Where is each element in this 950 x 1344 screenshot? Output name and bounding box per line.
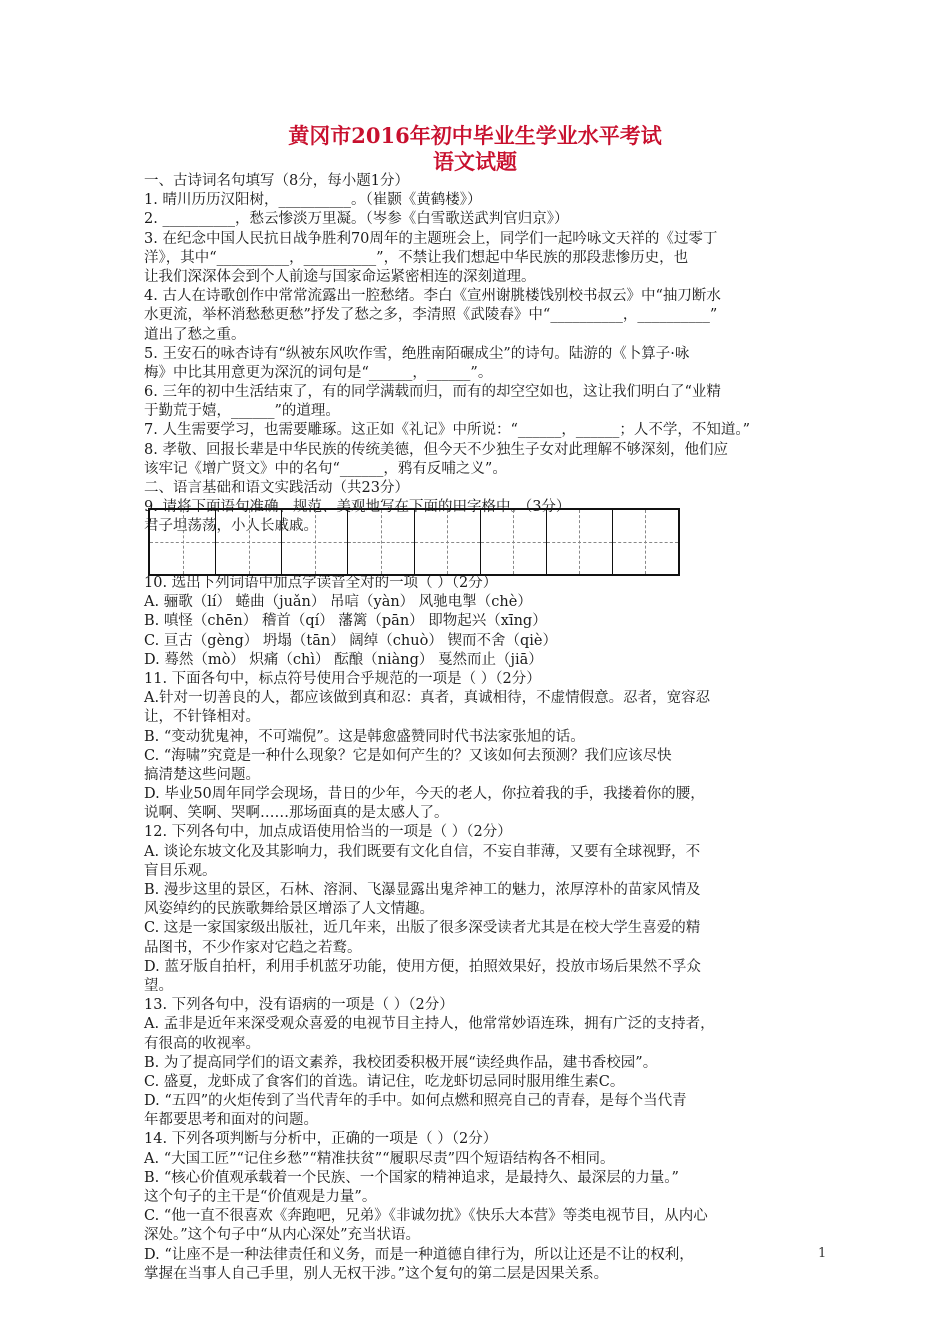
question-line: 道出了愁之重。 xyxy=(144,326,246,343)
grid-cell[interactable] xyxy=(415,510,481,574)
question-line: C. “他一直不很喜欢《奔跑吧，兄弟》《非诚勿扰》《快乐大本营》等类电视节目，从内心 xyxy=(144,1208,708,1225)
writing-grid[interactable] xyxy=(148,508,680,576)
question-line: A. 骊歌（lí） 蜷曲（juǎn） 吊唁（yàn） 风驰电掣（chè） xyxy=(144,594,532,611)
question-line: A.针对一切善良的人，都应该做到真和忍：真者，真诚相待，不虚情假意。忍者，宽容忍 xyxy=(144,690,711,707)
question-line: 4. 古人在诗歌创作中常常流露出一腔愁绪。李白《宣州谢朓楼饯别校书叔云》中“抽刀断水 xyxy=(144,288,721,305)
page-title: 黄冈市2016年初中毕业生学业水平考试 xyxy=(288,123,662,148)
question-line: 13. 下列各句中，没有语病的一项是（ ）（2分） xyxy=(144,997,454,1014)
question-line: C. 这是一家国家级出版社，近几年来，出版了很多深受读者尤其是在校大学生喜爱的精 xyxy=(144,920,701,937)
grid-cell[interactable] xyxy=(150,510,216,574)
question-line: 于勤荒于嬉，______”的道理。 xyxy=(144,403,340,420)
question-line: 一、古诗词名句填写（8分，每小题1分） xyxy=(144,173,409,189)
question-line: 3. 在纪念中国人民抗日战争胜利70周年的主题班会上，同学们一起吟咏文天祥的《过零丁 xyxy=(144,230,718,247)
question-line: 11. 下面各句中，标点符号使用合乎规范的一项是（ ）（2分） xyxy=(144,670,541,687)
question-line: 10. 选出下列词语中加点字读音全对的一项（ ）（2分） xyxy=(144,575,498,591)
question-line: 1. 晴川历历汉阳树，__________。（崔颢《黄鹤楼》） xyxy=(144,192,482,209)
grid-cell[interactable] xyxy=(613,510,678,574)
question-line: 2. __________，愁云惨淡万里凝。（岑参《白雪歌送武判官归京》） xyxy=(144,211,569,228)
lower-questions xyxy=(144,574,808,1284)
question-line: 洋》，其中“__________，__________”，不禁让我们想起中华民族的那段悲惨历史，也 xyxy=(144,249,689,266)
question-line: 6. 三年的初中生活结束了，有的同学满载而归，而有的却空空如也，这让我们明白了“业精 xyxy=(144,384,721,401)
upper-questions xyxy=(144,172,808,537)
question-line: D. “五四”的火炬传到了当代青年的手中。如何点燃和照亮自己的青春，是每个当代青 xyxy=(144,1093,687,1110)
question-line: 品图书，不少作家对它趋之若鹜。 xyxy=(144,939,362,956)
question-line: 说啊、笑啊、哭啊……那场面真的是太感人了。 xyxy=(144,805,449,822)
question-line: 8. 孝敬、回报长辈是中华民族的传统美德，但今天不少独生子女对此理解不够深刻，他们应 xyxy=(144,441,728,458)
question-line: 望。 xyxy=(144,977,173,994)
question-line: A. 孟非是近年来深受观众喜爱的电视节目主持人，他常常妙语连珠，拥有广泛的支持者， xyxy=(144,1016,715,1033)
question-line: 该牢记《增广贤文》中的名句“______，鸦有反哺之义”。 xyxy=(144,460,507,477)
page-number: 1 xyxy=(818,1246,827,1261)
question-line: B. 为了提高同学们的语文素养，我校团委积极开展“读经典作品，建书香校园”。 xyxy=(144,1054,658,1071)
page-subtitle: 语文试题 xyxy=(433,149,517,174)
question-line: D. 毕业50周年同学会现场，昔日的少年，今天的老人，你拉着我的手，我搂着你的腰， xyxy=(144,786,705,803)
question-line: B. 漫步这里的景区，石林、溶洞、飞瀑显露出鬼斧神工的魅力，浓厚淳朴的苗家风情及 xyxy=(144,882,701,898)
grid-cell[interactable] xyxy=(216,510,282,574)
question-line: C. 盛夏，龙虾成了食客们的首选。请记住，吃龙虾切忌同时服用维生素C。 xyxy=(144,1073,625,1090)
question-line: B. “变动犹鬼神，不可端倪”。这是韩愈盛赞同时代书法家张旭的话。 xyxy=(144,728,585,745)
question-line: 搞清楚这些问题。 xyxy=(144,766,260,783)
question-line: 让，不针锋相对。 xyxy=(144,709,260,726)
question-line: B. “核心价值观承载着一个民族、一个国家的精神追求，是最持久、最深层的力量。” xyxy=(144,1169,679,1186)
question-line: 让我们深深体会到个人前途与国家命运紧密相连的深刻道理。 xyxy=(144,268,536,285)
question-line: 水更流，举杯消愁愁更愁”抒发了愁之多，李清照《武陵春》中“__________，__________” xyxy=(144,307,718,324)
question-line: 风姿绰约的民族歌舞给景区增添了人文情趣。 xyxy=(144,901,434,918)
question-line: 这个句子的主干是“价值观是力量”。 xyxy=(144,1189,377,1205)
question-line: D. 蓦然（mò） 炽痛（chì） 酝酿（niàng） 戛然而止（jiā） xyxy=(144,651,543,668)
question-line: 掌握在当事人自己手里，别人无权干涉。”这个复句的第二层是因果关系。 xyxy=(144,1265,609,1282)
question-line: D. 蓝牙版自拍杆，利用手机蓝牙功能，使用方便，拍照效果好，投放市场后果然不孚众 xyxy=(144,958,701,975)
question-line: B. 嗔怪（chēn） 稽首（qí） 藩篱（pān） 即物起兴（xīng） xyxy=(144,613,547,630)
question-line: 君子坦荡荡，小人长戚戚。 xyxy=(144,518,318,535)
grid-cell[interactable] xyxy=(282,510,348,574)
question-line: 盲目乐观。 xyxy=(144,862,217,879)
question-line: C. 亘古（gèng） 坍塌（tān） 阔绰（chuò） 锲而不舍（qiè） xyxy=(144,632,557,649)
question-line: 14. 下列各项判断与分析中，正确的一项是（ ）（2分） xyxy=(144,1131,498,1148)
question-line: A. “大国工匠”“记住乡愁”“精准扶贫”“履职尽责”四个短语结构各不相同。 xyxy=(144,1150,615,1167)
question-line: C. “海啸”究竟是一种什么现象？它是如何产生的？又该如何去预测？我们应该尽快 xyxy=(144,747,672,764)
question-line: 9. 请将下面语句准确、规范、美观地写在下面的田字格中。（3分） xyxy=(144,499,571,516)
grid-cell[interactable] xyxy=(481,510,547,574)
question-line: A. 谈论东坡文化及其影响力，我们既要有文化自信，不妄自菲薄，又要有全球视野，不 xyxy=(144,843,701,860)
question-line: 年都要思考和面对的问题。 xyxy=(144,1112,318,1129)
question-line: 7. 人生需要学习，也需要雕琢。这正如《礼记》中所说：“______，______；人不学，不知道。” xyxy=(144,422,751,439)
question-line: 二、语言基础和语文实践活动（共23分） xyxy=(144,480,409,496)
question-line: 12. 下列各句中，加点成语使用恰当的一项是（ ）（2分） xyxy=(144,824,512,841)
question-line: 梅》中比其用意更为深沉的词句是“______，______”。 xyxy=(144,364,493,381)
question-line: 5. 王安石的咏杏诗有“纵被东风吹作雪，绝胜南陌碾成尘”的诗句。陆游的《卜算子·咏 xyxy=(144,345,690,362)
question-line: 有很高的收视率。 xyxy=(144,1035,260,1052)
grid-cell[interactable] xyxy=(348,510,414,574)
grid-cell[interactable] xyxy=(547,510,613,574)
question-line: 深处。”这个句子中“从内心深处”充当状语。 xyxy=(144,1227,420,1244)
question-line: D. “让座不是一种法律责任和义务，而是一种道德自律行为，所以让还是不让的权利， xyxy=(144,1246,694,1263)
